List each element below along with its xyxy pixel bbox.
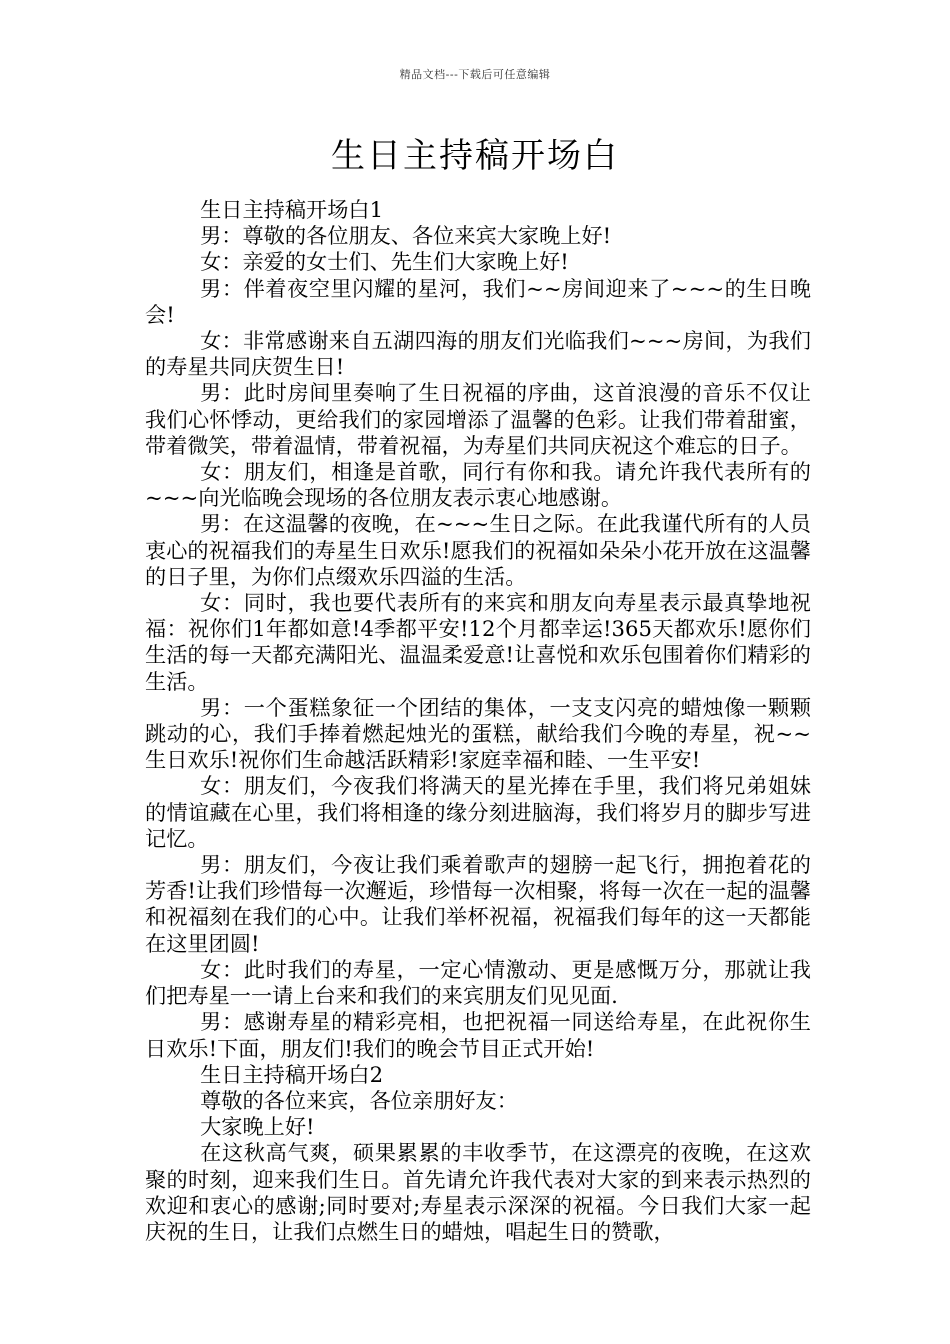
section-heading: 生日主持稿开场白1: [200, 197, 384, 222]
document-body: [145, 197, 811, 1245]
paragraph: 女：朋友们，相逢是首歌，同行有你和我。请允许我代表所有的~~~向光临晚会现场的各位朋友表示衷心地感谢。: [145, 459, 811, 511]
paragraph: 尊敬的各位来宾，各位亲朋好友：: [200, 1087, 518, 1113]
section-heading: 生日主持稿开场白2: [200, 1061, 384, 1087]
paragraph: 女：同时，我也要代表所有的来宾和朋友向寿星表示最真挚地祝福：祝你们1年都如意!4季都平安!12个月都幸运!365天都欢乐!愿你们生活的每一天都充满阳光、温温柔爱意!让喜悦和欢乐包围着你们精彩的生活。: [145, 590, 811, 694]
paragraph: 女：朋友们，今夜我们将满天的星光捧在手里，我们将兄弟姐妹的情谊藏在心里，我们将相逢的缘分刻进脑海，我们将岁月的脚步写进记忆。: [145, 773, 811, 851]
paragraph: 男：在这温馨的夜晚，在~~~生日之际。在此我谨代所有的人员衷心的祝福我们的寿星生日欢乐!愿我们的祝福如朵朵小花开放在这温馨的日子里，为你们点缀欢乐四溢的生活。: [145, 511, 811, 589]
paragraph: 男：朋友们，今夜让我们乘着歌声的翅膀一起飞行，拥抱着花的芳香!让我们珍惜每一次邂逅，珍惜每一次相聚，将每一次在一起的温馨和祝福刻在我们的心中。让我们举杯祝福，祝福我们每年的这一天都能在这里团圆!: [145, 852, 811, 956]
paragraph: 男：一个蛋糕象征一个团结的集体，一支支闪亮的蜡烛像一颗颗跳动的心，我们手捧着燃起烛光的蛋糕，献给我们今晚的寿星，祝~~生日欢乐!祝你们生命越活跃精彩!家庭幸福和睦、一生平安!: [145, 694, 811, 773]
paragraph: 男：感谢寿星的精彩亮相，也把祝福一同送给寿星，在此祝你生日欢乐!下面，朋友们!我们的晚会节目正式开始!: [145, 1009, 811, 1061]
header-note: 精品文档---下载后可任意编辑: [399, 68, 551, 81]
document-title: 生日主持稿开场白: [331, 136, 619, 176]
paragraph: 在这秋高气爽，硕果累累的丰收季节，在这漂亮的夜晚，在这欢聚的时刻，迎来我们生日。首先请允许我代表对大家的到来表示热烈的欢迎和衷心的感谢;同时要对;寿星表示深深的祝福。今日我们大家一起庆祝的生日，让我们点燃生日的蜡烛，唱起生日的赞歌，: [145, 1140, 811, 1244]
paragraph: 女：此时我们的寿星，一定心情激动、更是感慨万分，那就让我们把寿星一一请上台来和我们的来宾朋友们见见面.: [145, 956, 811, 1009]
paragraph: 女：非常感谢来自五湖四海的朋友们光临我们~~~房间，为我们的寿星共同庆贺生日!: [145, 328, 811, 380]
paragraph: 男：尊敬的各位朋友、各位来宾大家晚上好!: [200, 223, 612, 249]
paragraph: 男：伴着夜空里闪耀的星河，我们~~房间迎来了~~~的生日晚会!: [145, 275, 811, 327]
paragraph: 大家晚上好!: [200, 1114, 315, 1140]
paragraph: 男：此时房间里奏响了生日祝福的序曲，这首浪漫的音乐不仅让我们心怀悸动，更给我们的家园增添了温馨的色彩。让我们带着甜蜜，带着微笑，带着温情，带着祝福，为寿星们共同庆祝这个难忘的日子。: [145, 380, 811, 458]
paragraph: 女：亲爱的女士们、先生们大家晚上好!: [200, 249, 569, 275]
